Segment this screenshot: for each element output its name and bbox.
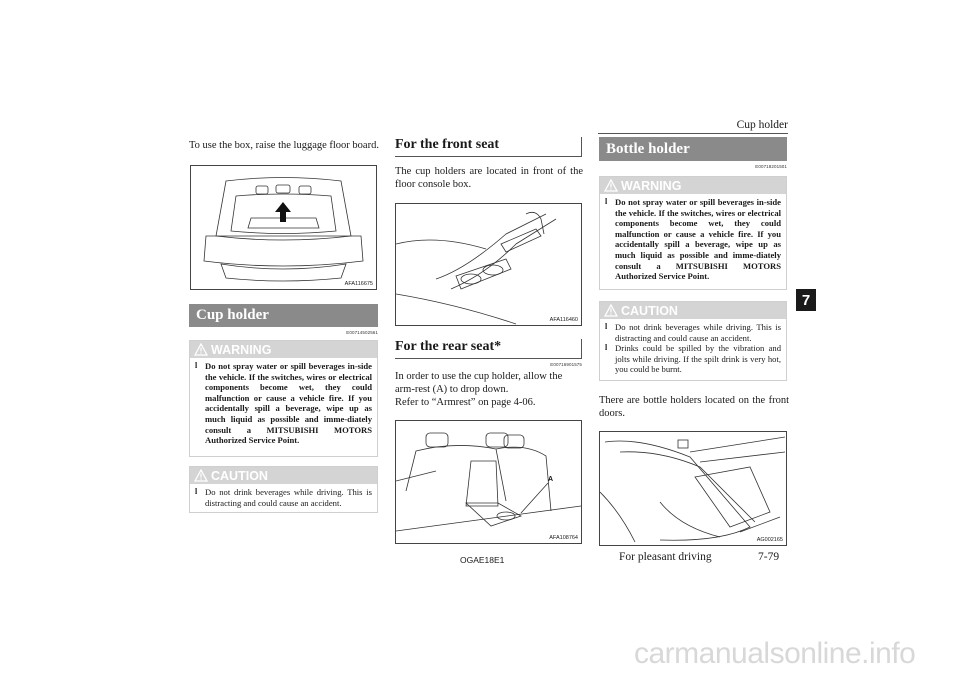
warning-title: WARNING (621, 178, 682, 193)
warning-icon (604, 179, 618, 192)
caution-item (195, 487, 372, 508)
watermark: carmanualsonline.info (634, 637, 916, 670)
section-code: E00716901575 (550, 362, 582, 367)
section-code: E00714502561 (346, 330, 378, 335)
caution-icon (604, 304, 618, 317)
image-label: AFA116675 (344, 281, 373, 287)
caution-title: CAUTION (211, 468, 268, 483)
section-bar-bottle-holder (599, 137, 787, 161)
footer-chapter-name: For pleasant driving (619, 551, 712, 563)
chapter-tab: 7 (796, 289, 816, 311)
caution-header (600, 302, 786, 319)
rear-seat-reference: Refer to “Armrest” on page 4-06. (395, 397, 536, 408)
bullet-icon: l (195, 487, 198, 496)
caution-text: Do not drink beverages while driving. This is distracting and could cause an accident. (205, 487, 372, 508)
subsection-rear-seat (395, 339, 582, 359)
col1-intro-text: To use the box, raise the luggage floor board. (189, 140, 379, 151)
caution-text: Do not drink beverages while driving. This is distracting and could cause an accident. (615, 322, 781, 343)
warning-header (190, 341, 377, 358)
front-console-illustration (396, 204, 581, 325)
front-seat-text: The cup holders are located in front of the floor console box. (395, 166, 583, 190)
door-bottle-holder-illustration (600, 432, 786, 545)
section-bar-cup-holder (189, 304, 378, 327)
caution-item (605, 322, 781, 343)
rear-seat-text: In order to use the cup holder, allow the arm-rest (A) to drop down. (395, 371, 563, 395)
luggage-floor-image (190, 165, 377, 290)
bullet-icon: l (605, 197, 608, 206)
image-label: AFA116460 (549, 317, 578, 323)
bullet-icon: l (605, 322, 608, 331)
doc-code: OGAE18E1 (460, 555, 505, 565)
warning-box (189, 340, 378, 457)
caution-box (189, 466, 378, 513)
bottle-holder-text: There are bottle holders located on the front doors. (599, 395, 789, 419)
warning-item (605, 197, 781, 282)
bullet-icon: l (195, 361, 198, 370)
luggage-floor-illustration (191, 166, 376, 289)
section-title: Bottle holder (606, 140, 690, 157)
subsection-title: For the front seat (395, 137, 500, 152)
caution-icon (194, 469, 208, 482)
warning-box (599, 176, 787, 290)
front-cup-holder-image (395, 203, 582, 326)
header-section-title: Cup holder (736, 119, 788, 131)
section-code: E00718201501 (755, 164, 787, 169)
warning-icon (194, 343, 208, 356)
warning-title: WARNING (211, 342, 272, 357)
image-label: AG002165 (756, 537, 783, 543)
subsection-front-seat (395, 137, 582, 157)
caution-title: CAUTION (621, 303, 678, 318)
warning-text: Do not spray water or spill beverages in-side the vehicle. If the switches, wires or electrical components become wet, they could malfunction or cause a vehicle fire. If you accidentally spill a beverage, wipe up as much liquid as possible and imme-diately consult a MITSUBISHI MOTORS Authorized Service Point. (615, 197, 781, 282)
callout-a-label: A (548, 476, 554, 483)
warning-item (195, 361, 372, 446)
image-label: AFA108764 (549, 535, 578, 541)
bullet-icon: l (605, 343, 608, 353)
caution-item (605, 343, 781, 375)
section-title: Cup holder (196, 307, 269, 323)
rear-armrest-illustration (396, 421, 581, 543)
caution-text: Drinks could be spilled by the vibration and jolts while driving. If the spilt drink is very hot, you could be burnt. (615, 343, 781, 375)
subsection-title: For the rear seat* (395, 339, 502, 354)
bottle-holder-image (599, 431, 787, 546)
warning-header (600, 177, 786, 194)
warning-text: Do not spray water or spill beverages in-side the vehicle. If the switches, wires or electrical components become wet, they could malfunction or cause a vehicle fire. If you accidentally spill a beverage, wipe up as much liquid as possible and imme-diately consult a MITSUBISHI MOTORS Authorized Service Point. (205, 361, 372, 446)
header-rule (598, 133, 788, 134)
caution-box (599, 301, 787, 381)
footer-page-number: 7-79 (758, 551, 780, 563)
rear-armrest-image (395, 420, 582, 544)
caution-header (190, 467, 377, 484)
